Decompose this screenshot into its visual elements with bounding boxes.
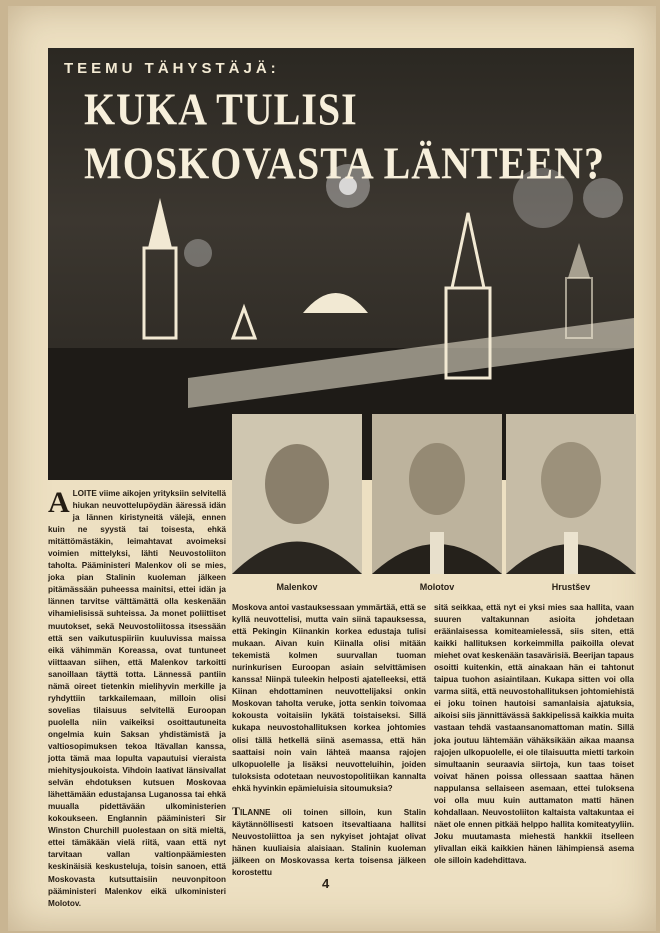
article-column-1 bbox=[48, 488, 226, 910]
column-text: LOITE viime aikojen yrityksiin selvitellä hiukan neuvottelupöydän ääressä idän ja lännen kiristyneitä välejä, ennen kuin ne syystä tai toisesta, ehkä mitättömästäkin, leimahtavat avoimeksi voimien mittelyksi, lähti Neuvostoliiton taholta. Pääministeri Malenkov oli se mies, joka pian Stalinin kuoleman jälkeen pitämässään puheessa mainitsi, ettei idän ja lännen tarvitse välttämättä olla keskenään vihamielisissä suhteissa. Ja monet poliittiset muutokset, sekä Neuvostoliitossa itsessään että sen vaikutuspiiriin kuuluvissa maissa eikä vähimmän Koreassa, ovat tuntuneet viittaavan siihen, että Malenkov tarkoitti sanoillaan täyttä totta. Lännessä pantiin nämä oireet tietenkin mielihyvin merkille ja ryhdyttiin tarkkailemaan, milloin olisi sovelias tilaisuus selvitellä Euroopan puolella niin vaikeiksi osoittautuneita ongelmia kuin Saksan yhdistämistä ja valtiosopimuksen tekoa Itävallan kanssa, jotta tämä maa lopulta vapautuisi vieraista miehitysjoukoista. Vihdoin laativat länsivallat selvän ehdotuksen kutsuen Moskovaa lähettämään edustajansa Luganossa tai ehkä muualla pidettävään ulkoministerien kokoukseen. Englannin pääministeri Sir Winston Churchill puolestaan on sitä mieltä, ettei tämäkään vielä riitä, vaan että nyt tarvitaan vallan valtionpäämiesten keskinäisiä keskusteluja, toisin sanoen, että Moskovasta kutsuttaisiin neuvonpitoon pääministeri Malenkov eikä ulkoministeri Molotov. bbox=[48, 489, 226, 908]
portrait-image bbox=[506, 414, 636, 574]
article-column-2 bbox=[232, 602, 426, 879]
column-text: ILANNE oli toinen silloin, kun Stalin käytännöllisesti katsoen itsevaltiaana hallitsi Neuvostoliittoa ja sen nykyiset johtajat olivat hänen kuuliaisia alaisiaan. Stalinin kuoleman jälkeen on Moskovassa kerta toisensa jälkeen korostettu bbox=[232, 807, 426, 877]
caption-malenkov: Malenkov bbox=[276, 582, 318, 592]
column-text: sitä seikkaa, että nyt ei yksi mies saa hallita, vaan suuren valtakunnan asioita johdetaan eräänlaisessa komiteamielessä, siis siten, että kaikki hallituksen korkeimmilla paikoilla olevat miehet ovat keskenään tasavärisiä. Beerijan tapaus osoitti kuitenkin, että ainakaan hän ei tahtonut taipua tuohon asiaintilaan. Kukapa sitten voi olla varma siitä, että neuvostohallituksen johtomiehistä ei joku toinen hautoisi samanlaisia ajatuksia, aikoisi siis jännittävässä šakkipelissä kaikkia muita vastaan tehdä vastaansanomattoman matin. Sillä joka joutuu lähtemään vähäksikään aikaa maansa rajojen ulkopuolelle, ei ole tilaisuutta mietti tarkoin simultaanin seuraavia siirtoja, kun taas toiset voivat hänen poissa ollessaan saattaa hänen nappulansa sellaiseen asemaan, ettei tuloksena voi olla muu kuin auttamaton matti hänen kohdallaan. Neuvostoliiton kaltaista valtakuntaa ei näet ole ennen pitkää helppo hallita komiteatyyliin. Joku muutamasta miehestä hankkii itselleen ylivallan eikä kaikkien hänen lähimpiensä asema ole silloin kadehdittava. bbox=[434, 603, 634, 865]
caption-molotov: Molotov bbox=[419, 582, 455, 592]
drop-cap: A bbox=[48, 486, 70, 519]
portrait-molotov bbox=[372, 414, 502, 574]
portrait-malenkov bbox=[232, 414, 362, 574]
headline: KUKA TULISI MOSKOVASTA LÄNTEEN? bbox=[84, 83, 605, 189]
lead-cap: T bbox=[232, 803, 241, 818]
author-kicker: TEEMU TÄHYSTÄJÄ: bbox=[64, 60, 280, 77]
caption-hrustsev: Hrustšev bbox=[551, 582, 591, 592]
column-text: Moskova antoi vastauksessaan ymmärtää, että se kyllä neuvottelisi, mutta vain siinä tapauksessa, että Pekingin Kiinankin korkea edustaja tulisi mukaan. Aivan kuin Kiinalla olisi mitään tekemistä kolmen suurvallan tuoman nurinkurisen Euroopan asiain selvittämisen kanssa! Niinpä tuleekin helposti ajatelleeksi, että Kiinan ehdottaminen neuvottelijaksi onkin Moskovan taholta veruke, jotta senkin toivomaa kokousta voitaisiin lykätä toistaiseksi. Sillä kukapa neuvostohallituksen korkea johtomies olisi tällä hetkellä siinä asemassa, että hän saattaisi noin vain lähteä maansa rajojen ulkopuolelle ja lisäksi neuvotteluihin, joiden tuloksista odotetaan neuvostopolitiikan kannalta ehkä hyvinkin epämieluisia sitoumuksia? bbox=[232, 603, 426, 793]
portrait-image bbox=[372, 414, 502, 574]
page-number: 4 bbox=[322, 876, 330, 891]
portrait-image bbox=[232, 414, 362, 574]
portrait-hrustsev bbox=[506, 414, 636, 574]
article-column-3 bbox=[434, 602, 634, 867]
